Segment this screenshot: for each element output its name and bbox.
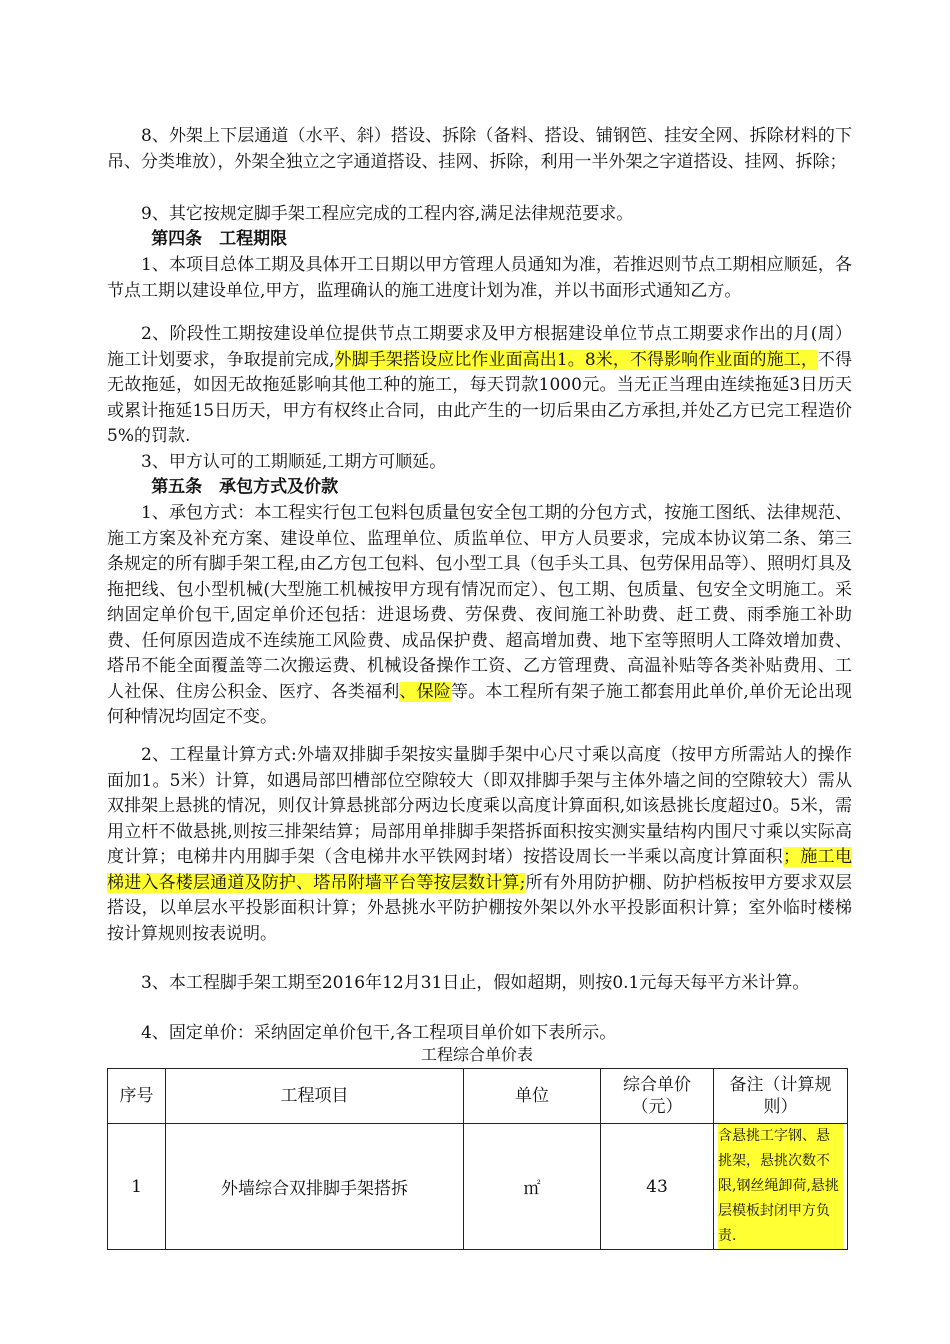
header-no: 序号 <box>108 1069 166 1124</box>
clause-text: 所有外用防护棚、防护档板按甲方要求双层搭设，以单层水平投影面积计算；外悬挑水平防护棚按外架以外水平投影面积计算；室外临时楼梯按计算规则按表说明。 <box>107 872 852 944</box>
clause-3-8 <box>107 124 852 175</box>
table-row <box>108 1124 848 1250</box>
clause-text: 9、其它按规定脚手架工程应完成的工程内容,满足法律规范要求。 <box>141 204 634 224</box>
header-unit: 单位 <box>464 1069 601 1124</box>
clause-4-1 <box>107 253 852 304</box>
article-4-heading: 第四条 工程期限 <box>151 229 288 249</box>
cell-price: 43 <box>601 1124 714 1250</box>
clause-4-3 <box>107 450 852 476</box>
header-item: 工程项目 <box>166 1069 464 1124</box>
highlighted-text: 外脚手架搭设应比作业面高出1。8米，不得影响作业面的施工， <box>334 349 818 370</box>
clause-text: 8、外架上下层通道（水平、斜）搭设、拆除（备料、搭设、铺钢笆、挂安全网、拆除材料的下吊、分类堆放），外架全独立之字通道搭设、挂网、拆除，利用一半外架之字道搭设、挂网、拆除； <box>107 126 852 172</box>
clause-text: 4、固定单价：采纳固定单价包干,各工程项目单价如下表所示。 <box>141 1023 617 1043</box>
header-price: 综合单价（元） <box>601 1069 714 1124</box>
clause-text: 1、承包方式：本工程实行包工包料包质量包安全包工期的分包方式，按施工图纸、法律规范、施工方案及补充方案、建设单位、监理单位、质监单位、甲方人员要求，完成本协议第二条、第三条规定的所有脚手架工程,由乙方包工包料、包小型工具（包手头工具、包劳保用品等）、照明灯具及拖把线、包小型机械(大型施工机械按甲方现有情况而定）、包工期、包质量、包安全文明施工。采纳固定单价包干,固定单价还包括：进退场费、劳保费、夜间施工补助费、赶工费、雨季施工补助费、任何原因造成不连续施工风险费、成品保护费、超高增加费、地下室等照明人工降效增加费、塔吊不能全面覆盖等二次搬运费、机械设备操作工资、乙方管理费、高温补贴等各类补贴费用、工人社保、住房公积金、医疗、各类福利 <box>107 503 852 702</box>
cell-remark <box>714 1124 848 1250</box>
article-5-heading: 第五条 承包方式及价款 <box>151 477 339 497</box>
clause-text: 3、甲方认可的工期顺延,工期方可顺延。 <box>141 452 447 472</box>
clause-5-2 <box>107 743 852 947</box>
clause-5-3 <box>107 971 852 997</box>
table-caption: 工程综合单价表 <box>420 1045 533 1064</box>
clause-5-4 <box>107 1021 852 1047</box>
header-remark: 备注（计算规则） <box>714 1069 848 1124</box>
table-header-row <box>108 1069 848 1124</box>
cell-unit: ㎡ <box>464 1124 601 1250</box>
clause-text: 2、工程量计算方式:外墙双排脚手架按实量脚手架中心尺寸乘以高度（按甲方所需站人的操作面加1。5米）计算，如遇局部凹槽部位空隙较大（即双排脚手架与主体外墙之间的空隙较大）需从双排架上悬挑的情况，则仅计算悬挑部分两边长度乘以高度计算面积,如该悬挑长度超过0。5米，需用立杆不做悬挑,则按三排架结算；局部用单排脚手架搭拆面积按实测实量结构内围尺寸乘以实际高度计算；电梯井内用脚手架（含电梯井水平铁网封堵）按搭设周长一半乘以高度计算面积 <box>107 745 852 867</box>
clause-text: 1、本项目总体工期及具体开工日期以甲方管理人员通知为准，若推迟则节点工期相应顺延，各节点工期以建设单位,甲方，监理确认的施工进度计划为准，并以书面形式通知乙方。 <box>107 255 852 301</box>
highlighted-text: ；施工电梯进入各楼层通道及防护、塔吊附墙平台等按层数计算; <box>107 847 853 893</box>
clause-3-9 <box>107 202 852 228</box>
clause-5-1 <box>107 501 852 731</box>
clause-text: 3、本工程脚手架工期至2016年12月31日止，假如超期，则按0.1元每天每平方米计算。 <box>141 973 810 993</box>
price-table <box>107 1068 848 1250</box>
cell-item: 外墙综合双排脚手架搭拆 <box>166 1124 464 1250</box>
highlighted-text: 、保险 <box>399 681 452 702</box>
clause-4-2 <box>107 322 852 450</box>
remark-note: 含悬挑工字钢、悬挑架，悬挑次数不限,钢丝绳卸荷,悬挑层模板封闭甲方负责. <box>718 1124 843 1249</box>
clause-text: 2、阶段性工期按建设单位提供节点工期要求及甲方根据建设单位节点工期要求作出的月(周）施工计划要求，争取提前完成, <box>107 324 852 370</box>
clause-text: 等。本工程所有架子施工都套用此单价,单价无论出现何种情况均固定不变。 <box>107 681 853 727</box>
cell-no: 1 <box>108 1124 166 1250</box>
clause-text: 不得无故拖延，如因无故拖延影响其他工种的施工，每天罚款1000元。当无正当理由连续拖延3日历天或累计拖延15日历天，甲方有权终止合同，由此产生的一切后果由乙方承担,并处乙方已完工程造价5%的罚款. <box>107 349 852 446</box>
